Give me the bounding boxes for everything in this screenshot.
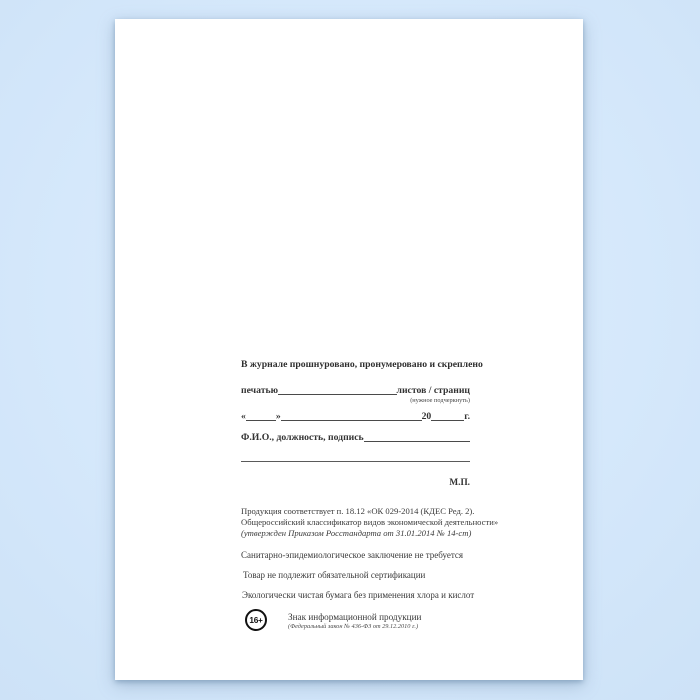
okved-compliance-block — [241, 506, 499, 539]
signature-row — [241, 433, 470, 443]
date-row — [241, 412, 470, 422]
age-rating-16-icon — [245, 609, 267, 631]
seal-place-abbr: М.П. — [449, 478, 470, 488]
fill-in-line-signature — [364, 440, 470, 442]
signature-rule-line — [241, 461, 470, 462]
quote-close: » — [275, 411, 281, 422]
info-product-mark-label: Знак информационной продукции — [288, 612, 422, 622]
seal-row — [241, 386, 470, 396]
signature-label: Ф.И.О., должность, подпись — [241, 432, 364, 443]
age-rating-text: 16+ — [249, 615, 263, 625]
federal-law-note: (Федеральный закон № 436-ФЗ от 29.12.2010 г.) — [288, 623, 419, 630]
sheets-pages-label: листов / страниц — [396, 385, 470, 396]
statement-eco-paper: Экологически чистая бумага без применения хлора и кислот — [242, 590, 475, 600]
year-suffix: г. — [464, 411, 470, 422]
okved-line-2: Общероссийский классификатор видов экономической деятельности» — [241, 517, 499, 527]
fill-in-line-year — [431, 419, 464, 421]
quote-open: « — [241, 411, 246, 422]
fill-in-line-month — [281, 419, 422, 421]
okved-line-3: (утвержден Приказом Росстандарта от 31.01.2014 № 14-ст) — [241, 528, 472, 538]
okved-line-1: Продукция соответствует п. 18.12 «ОК 029-2014 (КДЕС Ред. 2). — [241, 506, 475, 516]
statement-sanitary: Санитарно-эпидемиологическое заключение не требуется — [241, 550, 464, 560]
binding-statement: В журнале прошнуровано, пронумеровано и скреплено — [241, 359, 483, 370]
underline-note: (нужное подчеркнуть) — [410, 397, 470, 404]
seal-label: печатью — [241, 385, 278, 396]
fill-in-line-day — [246, 419, 276, 421]
fill-in-line-sheets-count — [278, 393, 397, 395]
statement-certification: Товар не подлежит обязательной сертификации — [243, 570, 426, 580]
year-prefix: 20 — [421, 411, 432, 422]
journal-back-page — [115, 19, 583, 680]
